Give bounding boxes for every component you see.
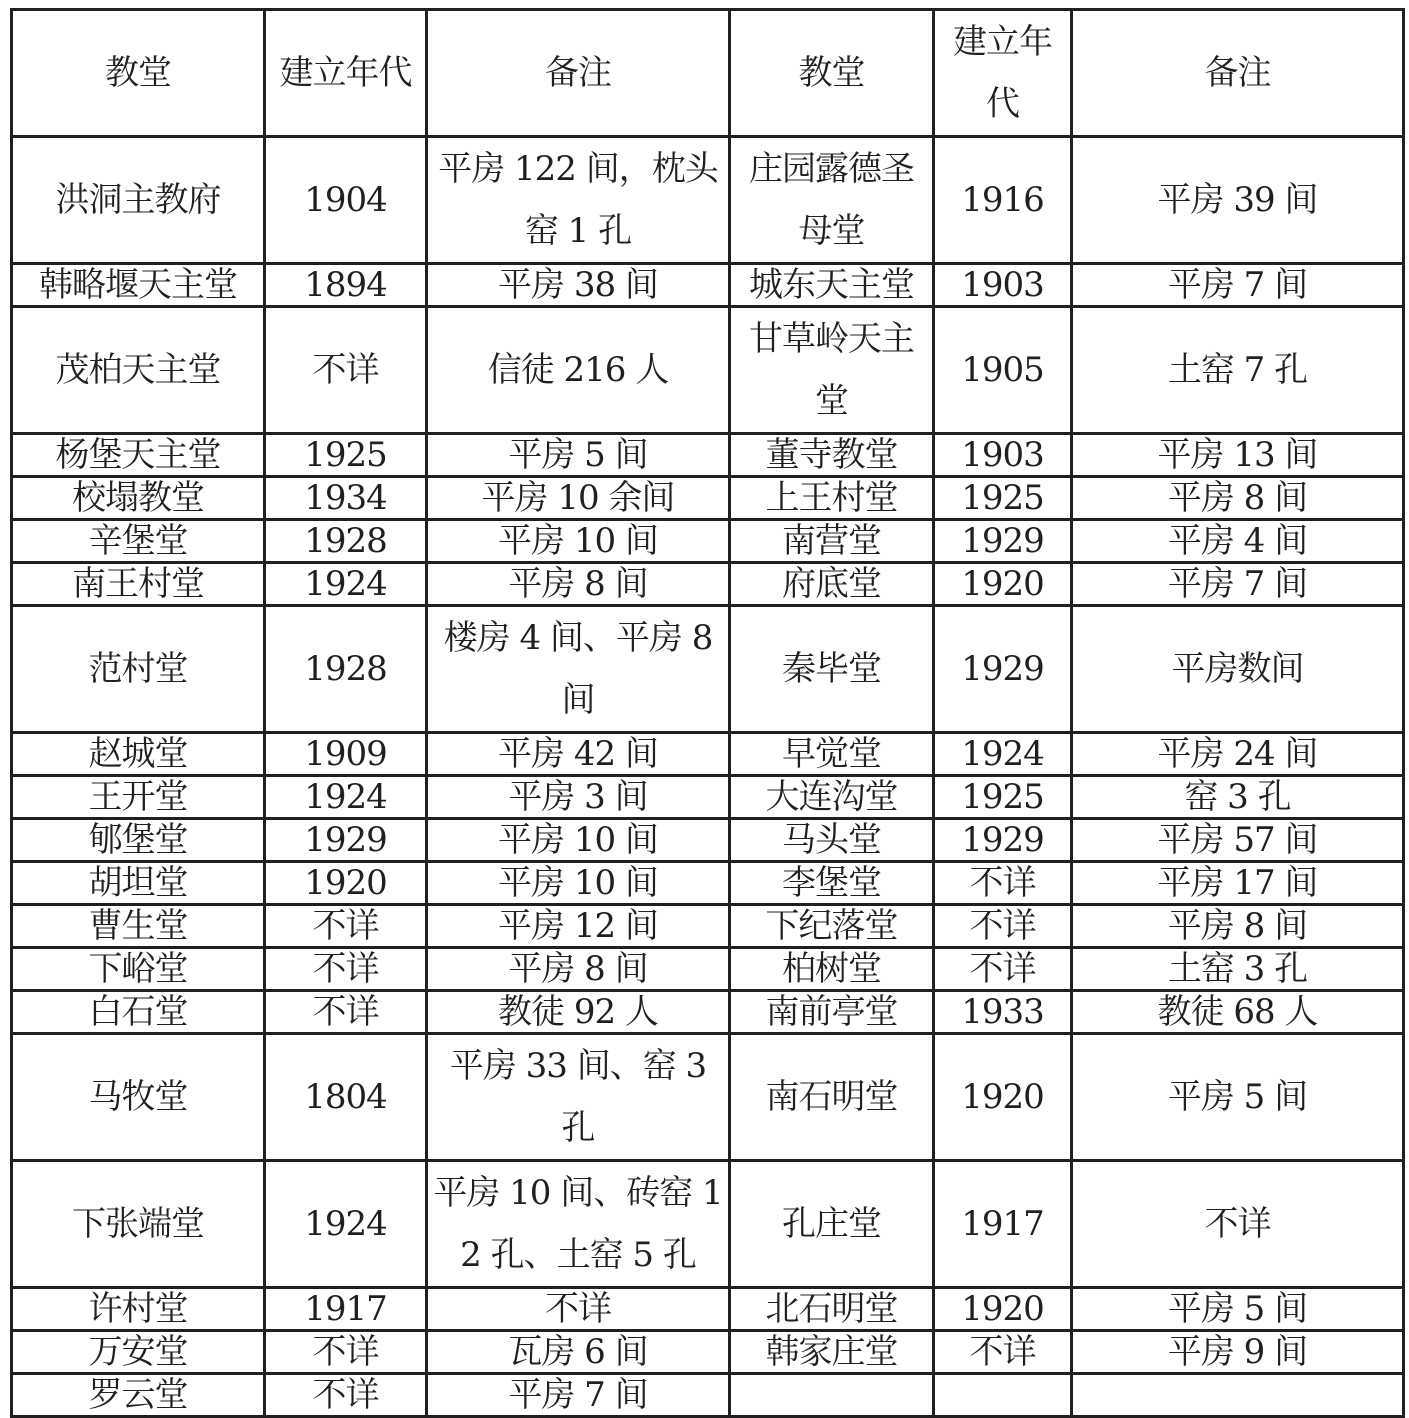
church-name-cell: 杨堡天主堂 <box>12 434 265 477</box>
church-name-cell: 城东天主堂 <box>730 264 934 307</box>
note-cell: 瓦房 6 间 <box>427 1331 730 1374</box>
note-cell: 平房 122 间，枕头窑 1 孔 <box>427 137 730 264</box>
church-name-cell: 府底堂 <box>730 563 934 606</box>
note-cell: 窑 3 孔 <box>1072 776 1404 819</box>
note-cell: 平房 8 间 <box>1072 905 1404 948</box>
note-cell: 平房 12 间 <box>427 905 730 948</box>
church-name-cell: 韩家庄堂 <box>730 1331 934 1374</box>
church-name-cell: 王开堂 <box>12 776 265 819</box>
header-note: 备注 <box>427 10 730 137</box>
founding-year-cell: 1917 <box>265 1288 427 1331</box>
founding-year-cell: 1924 <box>265 776 427 819</box>
note-cell: 平房 9 间 <box>1072 1331 1404 1374</box>
table-row <box>12 1034 1404 1161</box>
church-name-cell: 李堡堂 <box>730 862 934 905</box>
church-name-cell: 马牧堂 <box>12 1034 265 1161</box>
church-name-cell: 下张端堂 <box>12 1161 265 1288</box>
founding-year-cell: 1917 <box>934 1161 1072 1288</box>
church-table <box>10 8 1405 1418</box>
church-name-cell: 柏树堂 <box>730 948 934 991</box>
church-name-cell: 辛堡堂 <box>12 520 265 563</box>
note-cell: 平房 10 余间 <box>427 477 730 520</box>
founding-year-cell: 1925 <box>265 434 427 477</box>
founding-year-cell <box>934 1374 1072 1417</box>
church-name-cell <box>730 1374 934 1417</box>
founding-year-cell: 1903 <box>934 264 1072 307</box>
founding-year-cell: 不详 <box>265 1331 427 1374</box>
note-cell: 平房 10 间、砖窑 12 孔、土窑 5 孔 <box>427 1161 730 1288</box>
church-name-cell: 许村堂 <box>12 1288 265 1331</box>
church-name-cell: 白石堂 <box>12 991 265 1034</box>
church-name-cell: 赵城堂 <box>12 733 265 776</box>
founding-year-cell: 1924 <box>934 733 1072 776</box>
founding-year-cell: 1920 <box>934 1288 1072 1331</box>
table-row <box>12 905 1404 948</box>
church-name-cell: 秦毕堂 <box>730 606 934 733</box>
table-row <box>12 1288 1404 1331</box>
founding-year-cell: 不详 <box>265 905 427 948</box>
church-name-cell: 董寺教堂 <box>730 434 934 477</box>
note-cell: 楼房 4 间、平房 8 间 <box>427 606 730 733</box>
church-name-cell: 早觉堂 <box>730 733 934 776</box>
founding-year-cell: 1929 <box>934 819 1072 862</box>
church-name-cell: 洪洞主教府 <box>12 137 265 264</box>
founding-year-cell: 1925 <box>934 776 1072 819</box>
note-cell: 平房 13 间 <box>1072 434 1404 477</box>
note-cell: 平房 7 间 <box>1072 563 1404 606</box>
founding-year-cell: 1929 <box>934 606 1072 733</box>
note-cell: 平房 10 间 <box>427 520 730 563</box>
note-cell: 平房 7 间 <box>427 1374 730 1417</box>
founding-year-cell: 不详 <box>265 1374 427 1417</box>
founding-year-cell: 不详 <box>934 948 1072 991</box>
note-cell: 平房 33 间、窑 3 孔 <box>427 1034 730 1161</box>
note-cell: 平房 42 间 <box>427 733 730 776</box>
note-cell: 平房 5 间 <box>1072 1288 1404 1331</box>
church-name-cell: 校塌教堂 <box>12 477 265 520</box>
note-cell: 教徒 68 人 <box>1072 991 1404 1034</box>
founding-year-cell: 1903 <box>934 434 1072 477</box>
note-cell: 平房 10 间 <box>427 819 730 862</box>
table-row <box>12 948 1404 991</box>
founding-year-cell: 1934 <box>265 477 427 520</box>
table-row <box>12 563 1404 606</box>
note-cell: 土窑 3 孔 <box>1072 948 1404 991</box>
note-cell: 平房 17 间 <box>1072 862 1404 905</box>
table-row <box>12 307 1404 434</box>
table-row <box>12 862 1404 905</box>
note-cell: 平房 4 间 <box>1072 520 1404 563</box>
founding-year-cell: 1904 <box>265 137 427 264</box>
table-header-row <box>12 10 1404 137</box>
church-name-cell: 大连沟堂 <box>730 776 934 819</box>
founding-year-cell: 不详 <box>265 948 427 991</box>
note-cell: 信徒 216 人 <box>427 307 730 434</box>
church-name-cell: 上王村堂 <box>730 477 934 520</box>
note-cell: 教徒 92 人 <box>427 991 730 1034</box>
note-cell: 平房 24 间 <box>1072 733 1404 776</box>
note-cell: 平房 38 间 <box>427 264 730 307</box>
church-name-cell: 下峪堂 <box>12 948 265 991</box>
church-name-cell: 罗云堂 <box>12 1374 265 1417</box>
table-row <box>12 520 1404 563</box>
note-cell <box>1072 1374 1404 1417</box>
note-cell: 平房 5 间 <box>427 434 730 477</box>
church-name-cell: 郇堡堂 <box>12 819 265 862</box>
table-row <box>12 477 1404 520</box>
note-cell: 平房数间 <box>1072 606 1404 733</box>
founding-year-cell: 1924 <box>265 1161 427 1288</box>
header-year: 建立年代 <box>934 10 1072 137</box>
church-name-cell: 茂柏天主堂 <box>12 307 265 434</box>
table-row <box>12 137 1404 264</box>
founding-year-cell: 不详 <box>934 1331 1072 1374</box>
note-cell: 平房 3 间 <box>427 776 730 819</box>
church-name-cell: 下纪落堂 <box>730 905 934 948</box>
note-cell: 平房 57 间 <box>1072 819 1404 862</box>
church-name-cell: 孔庄堂 <box>730 1161 934 1288</box>
church-name-cell: 南王村堂 <box>12 563 265 606</box>
church-name-cell: 南营堂 <box>730 520 934 563</box>
founding-year-cell: 1909 <box>265 733 427 776</box>
founding-year-cell: 1929 <box>934 520 1072 563</box>
founding-year-cell: 1929 <box>265 819 427 862</box>
church-name-cell: 万安堂 <box>12 1331 265 1374</box>
founding-year-cell: 1920 <box>265 862 427 905</box>
founding-year-cell: 1920 <box>934 563 1072 606</box>
founding-year-cell: 不详 <box>265 991 427 1034</box>
table-row <box>12 776 1404 819</box>
church-name-cell: 南石明堂 <box>730 1034 934 1161</box>
table-row <box>12 733 1404 776</box>
founding-year-cell: 不详 <box>265 307 427 434</box>
note-cell: 平房 5 间 <box>1072 1034 1404 1161</box>
church-name-cell: 甘草岭天主堂 <box>730 307 934 434</box>
note-cell: 土窑 7 孔 <box>1072 307 1404 434</box>
note-cell: 不详 <box>427 1288 730 1331</box>
founding-year-cell: 1804 <box>265 1034 427 1161</box>
table-row <box>12 991 1404 1034</box>
header-year: 建立年代 <box>265 10 427 137</box>
note-cell: 平房 10 间 <box>427 862 730 905</box>
founding-year-cell: 不详 <box>934 862 1072 905</box>
church-name-cell: 胡坦堂 <box>12 862 265 905</box>
church-name-cell: 韩略堰天主堂 <box>12 264 265 307</box>
founding-year-cell: 1920 <box>934 1034 1072 1161</box>
table-row <box>12 1161 1404 1288</box>
church-name-cell: 曹生堂 <box>12 905 265 948</box>
founding-year-cell: 不详 <box>934 905 1072 948</box>
table-row <box>12 434 1404 477</box>
table-row <box>12 606 1404 733</box>
church-name-cell: 范村堂 <box>12 606 265 733</box>
note-cell: 平房 8 间 <box>427 948 730 991</box>
note-cell: 平房 8 间 <box>1072 477 1404 520</box>
church-name-cell: 马头堂 <box>730 819 934 862</box>
church-name-cell: 南前亭堂 <box>730 991 934 1034</box>
founding-year-cell: 1928 <box>265 520 427 563</box>
note-cell: 平房 7 间 <box>1072 264 1404 307</box>
church-name-cell: 北石明堂 <box>730 1288 934 1331</box>
table-row <box>12 819 1404 862</box>
header-church: 教堂 <box>730 10 934 137</box>
founding-year-cell: 1928 <box>265 606 427 733</box>
note-cell: 不详 <box>1072 1161 1404 1288</box>
header-note: 备注 <box>1072 10 1404 137</box>
table-row <box>12 264 1404 307</box>
table-row <box>12 1374 1404 1417</box>
founding-year-cell: 1905 <box>934 307 1072 434</box>
header-church: 教堂 <box>12 10 265 137</box>
founding-year-cell: 1925 <box>934 477 1072 520</box>
founding-year-cell: 1933 <box>934 991 1072 1034</box>
note-cell: 平房 39 间 <box>1072 137 1404 264</box>
founding-year-cell: 1894 <box>265 264 427 307</box>
table-row <box>12 1331 1404 1374</box>
church-name-cell: 庄园露德圣母堂 <box>730 137 934 264</box>
note-cell: 平房 8 间 <box>427 563 730 606</box>
founding-year-cell: 1916 <box>934 137 1072 264</box>
founding-year-cell: 1924 <box>265 563 427 606</box>
